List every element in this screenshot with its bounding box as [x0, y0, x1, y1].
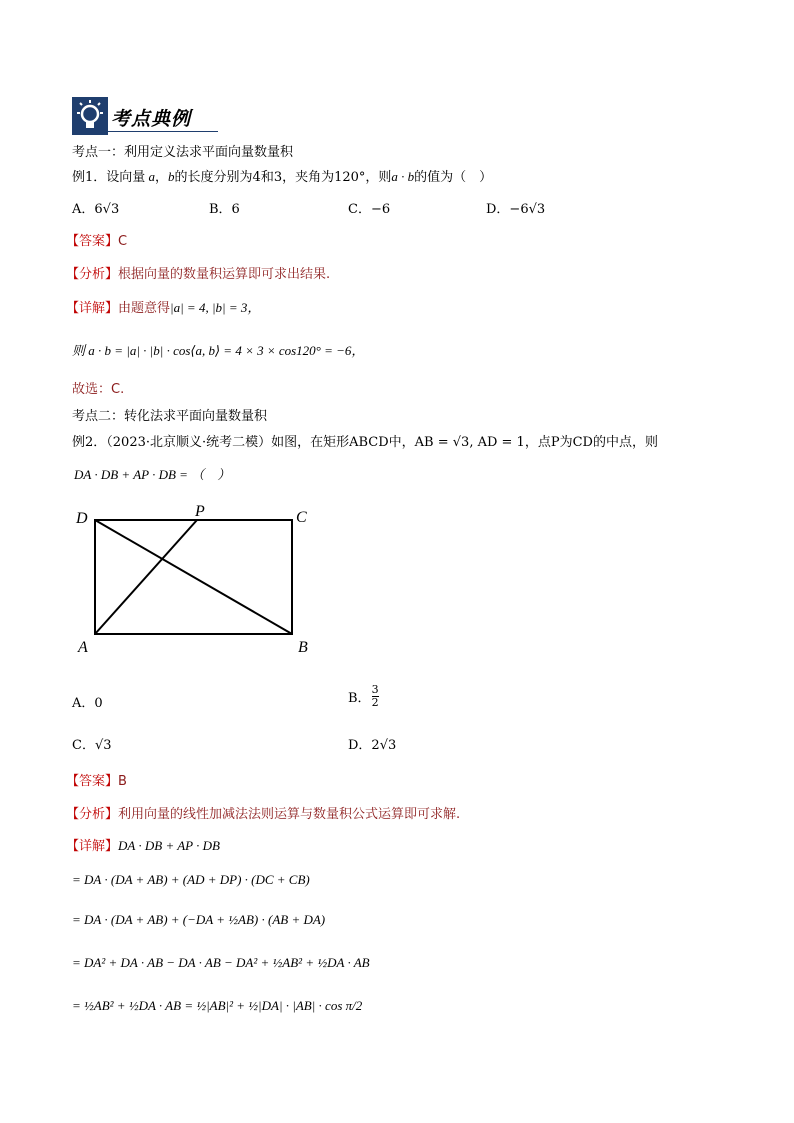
example-1-option-c: C．−6: [348, 202, 391, 217]
example-2-detail: 【详解】DA · DB + AP · DB: [66, 838, 220, 854]
topic-1-title: 考点一：利用定义法求平面向量数量积: [72, 145, 294, 160]
example-2-option-a: A．0: [72, 696, 103, 711]
label-C: C: [296, 509, 307, 526]
example-2-option-b: B． $\frac{3}{2}$: [348, 683, 379, 709]
label-A: A: [78, 639, 88, 656]
example-2-step-3: = DA² + DA · AB − DA · AB − DA² + ½AB² + ½DA · AB: [72, 955, 370, 970]
example-2-step-2: = DA · (DA + AB) + (−DA + ½AB) · (AB + DA): [72, 912, 326, 927]
example-1-option-b: B．6: [209, 202, 240, 217]
label-D: D: [76, 510, 88, 527]
example-1-choose: 故选：C.: [72, 382, 125, 397]
example-2-analysis: 【分析】利用向量的线性加减法法则运算与数量积公式运算即可求解.: [66, 807, 461, 822]
example-1-analysis: 【分析】根据向量的数量积运算即可求出结果.: [66, 267, 331, 282]
example-2-answer: 【答案】B: [66, 774, 127, 789]
example-2-stem: 例2．（2023·北京顺义·统考二模）如图，在矩形ABCD中，AB = √3, AD = 1，点P为CD的中点，则: [72, 435, 658, 450]
example-1-detail: 【详解】由题意得|a| = 4, |b| = 3，: [66, 300, 261, 316]
example-2-step-4: = ½AB² + ½DA · AB = ½|AB|² + ½|DA| · |AB| · cos π/2: [72, 998, 363, 1013]
example-2-option-d: D．2√3: [348, 738, 397, 753]
example-1-derivation: 则 a · b = |a| · |b| · cos⟨a, b⟩ = 4 × 3 × cos120° = −6，: [72, 343, 365, 358]
label-P: P: [195, 503, 205, 520]
example-2-option-c: C．√3: [72, 738, 112, 753]
example-2-stem-expr: DA · DB + AP · DB = （ ）: [74, 467, 231, 482]
topic-2-title: 考点二：转化法求平面向量数量积: [72, 409, 268, 424]
example-1-stem: 例1．设向量 a，b的长度分别为4和3，夹角为120°，则a · b的值为（ ）: [72, 169, 493, 185]
section-header: [72, 97, 108, 139]
section-title-rule: [108, 131, 218, 132]
example-2-step-1: = DA · (DA + AB) + (AD + DP) · (DC + CB): [72, 872, 310, 887]
label-B: B: [298, 639, 308, 656]
example-1-option-a: A．6√3: [72, 202, 120, 217]
lightbulb-icon: [72, 97, 108, 135]
example-1-option-d: D．−6√3: [486, 202, 546, 217]
example-1-answer: 【答案】C: [66, 234, 128, 249]
rectangle-figure: [70, 500, 330, 660]
section-title: 考点典例: [111, 108, 192, 130]
